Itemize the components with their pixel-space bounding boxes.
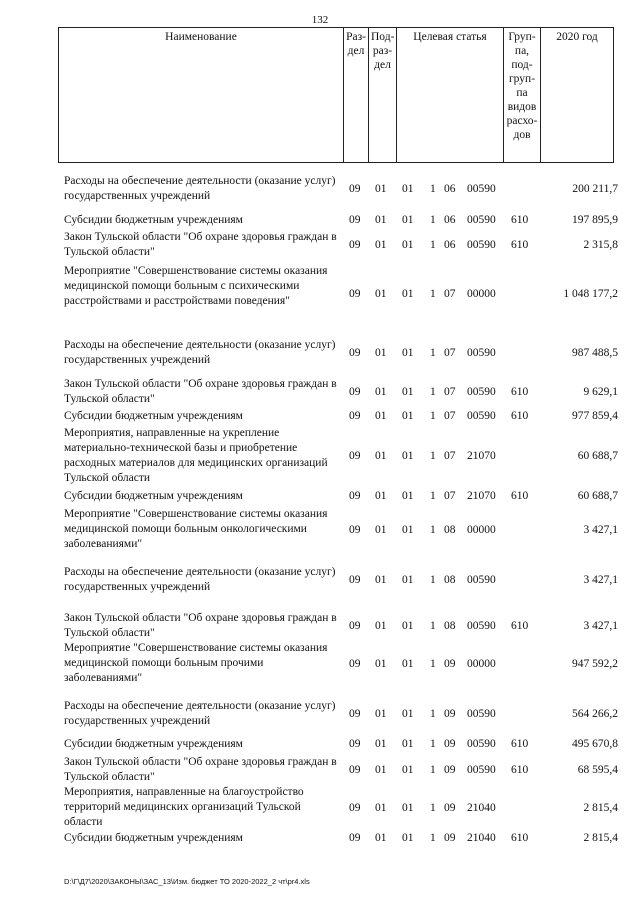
row-vid: 610 (511, 832, 529, 844)
row-vid: 610 (511, 490, 529, 502)
row-razdel: 09 (349, 764, 361, 776)
row-code4: 00590 (467, 214, 496, 226)
table-header (58, 27, 614, 163)
row-code3: 07 (444, 490, 456, 502)
row-amount: 2 815,4 (583, 832, 618, 844)
header-razdel: Раз- дел (344, 28, 369, 163)
row-code1: 01 (402, 802, 414, 814)
row-code2: 1 (430, 239, 436, 251)
row-amount: 2 315,8 (583, 239, 618, 251)
row-amount: 977 859,4 (572, 410, 618, 422)
row-code3: 06 (444, 239, 456, 251)
row-razdel: 09 (349, 802, 361, 814)
row-code4: 21070 (467, 450, 496, 462)
row-podrazdel: 01 (375, 708, 387, 720)
row-name: Мероприятие "Совершенствование системы оказания медицинской помощи больным онкологическими заболеваниями" (64, 508, 328, 550)
row-vid: 610 (511, 239, 529, 251)
row-razdel: 09 (349, 524, 361, 536)
header-podrazdel: Под- раз- дел (369, 28, 397, 163)
row-code3: 07 (444, 347, 456, 359)
row-code1: 01 (402, 738, 414, 750)
row-code3: 09 (444, 832, 456, 844)
row-podrazdel: 01 (375, 239, 387, 251)
row-podrazdel: 01 (375, 347, 387, 359)
row-name: Расходы на обеспечение деятельности (оказание услуг) государственных учреждений (64, 339, 336, 366)
row-amount: 987 488,5 (572, 347, 618, 359)
row-razdel: 09 (349, 347, 361, 359)
row-code3: 07 (444, 288, 456, 300)
row-amount: 1 048 177,2 (563, 288, 618, 300)
row-code3: 08 (444, 620, 456, 632)
row-name: Мероприятия, направленные на укрепление материально-технической базы и приобретение расходных материалов для медицинских организаций Тульской области (64, 427, 328, 484)
row-podrazdel: 01 (375, 386, 387, 398)
row-podrazdel: 01 (375, 802, 387, 814)
row-code4: 00590 (467, 347, 496, 359)
row-amount: 564 266,2 (572, 708, 618, 720)
row-podrazdel: 01 (375, 183, 387, 195)
row-amount: 60 688,7 (577, 450, 618, 462)
row-code4: 00590 (467, 386, 496, 398)
header-vid: Груп- па, под- груп- па видов расхо- дов (504, 28, 541, 163)
row-razdel: 09 (349, 386, 361, 398)
row-code2: 1 (430, 450, 436, 462)
row-code3: 06 (444, 214, 456, 226)
header-target: Целевая статья (397, 28, 504, 163)
row-razdel: 09 (349, 832, 361, 844)
row-code2: 1 (430, 658, 436, 670)
row-amount: 197 895,9 (572, 214, 618, 226)
row-code4: 00590 (467, 764, 496, 776)
row-code3: 09 (444, 708, 456, 720)
row-code2: 1 (430, 802, 436, 814)
row-code2: 1 (430, 574, 436, 586)
row-code1: 01 (402, 524, 414, 536)
row-code1: 01 (402, 620, 414, 632)
row-amount: 3 427,1 (583, 574, 618, 586)
row-code2: 1 (430, 832, 436, 844)
row-vid: 610 (511, 386, 529, 398)
row-name: Мероприятие "Совершенствование системы оказания медицинской помощи больным прочими заболеваниями" (64, 642, 328, 684)
row-name: Мероприятие "Совершенствование системы оказания медицинской помощи больным с психическими расстройствами и расстройствами поведения" (64, 265, 328, 307)
row-podrazdel: 01 (375, 410, 387, 422)
row-code3: 09 (444, 738, 456, 750)
row-code4: 00000 (467, 658, 496, 670)
row-amount: 3 427,1 (583, 524, 618, 536)
file-path-footer: D:\Г\Д7\2020\ЗАКОНЫ\ЗАС_13\Изм. бюджет ТО 2020-2022_2 чт\pr4.xls (64, 877, 310, 886)
row-razdel: 09 (349, 239, 361, 251)
row-code3: 08 (444, 524, 456, 536)
row-code2: 1 (430, 524, 436, 536)
row-code1: 01 (402, 658, 414, 670)
row-code2: 1 (430, 347, 436, 359)
row-code1: 01 (402, 347, 414, 359)
row-name: Закон Тульской области "Об охране здоровья граждан в Тульской области" (64, 231, 337, 258)
row-code4: 00590 (467, 738, 496, 750)
row-name: Расходы на обеспечение деятельности (оказание услуг) государственных учреждений (64, 566, 336, 593)
header-name: Наименование (59, 28, 344, 163)
row-code2: 1 (430, 288, 436, 300)
row-name: Мероприятия, направленные на благоустройство территорий медицинских организаций Тульской области (64, 786, 304, 828)
row-code3: 08 (444, 574, 456, 586)
row-code2: 1 (430, 708, 436, 720)
row-amount: 947 592,2 (572, 658, 618, 670)
row-code4: 00590 (467, 574, 496, 586)
row-code1: 01 (402, 832, 414, 844)
row-code3: 07 (444, 410, 456, 422)
row-code1: 01 (402, 214, 414, 226)
row-vid: 610 (511, 738, 529, 750)
row-code3: 09 (444, 802, 456, 814)
row-code2: 1 (430, 490, 436, 502)
row-code2: 1 (430, 183, 436, 195)
row-code1: 01 (402, 386, 414, 398)
row-vid: 610 (511, 620, 529, 632)
row-code1: 01 (402, 450, 414, 462)
row-code4: 00590 (467, 183, 496, 195)
row-name: Субсидии бюджетным учреждениям (64, 832, 243, 844)
row-code1: 01 (402, 410, 414, 422)
row-code1: 01 (402, 288, 414, 300)
row-razdel: 09 (349, 490, 361, 502)
row-name: Субсидии бюджетным учреждениям (64, 214, 243, 226)
row-razdel: 09 (349, 288, 361, 300)
row-amount: 9 629,1 (583, 386, 618, 398)
row-code1: 01 (402, 239, 414, 251)
row-code4: 21040 (467, 802, 496, 814)
row-code4: 00590 (467, 708, 496, 720)
row-podrazdel: 01 (375, 658, 387, 670)
row-razdel: 09 (349, 410, 361, 422)
row-name: Расходы на обеспечение деятельности (оказание услуг) государственных учреждений (64, 700, 336, 727)
row-code1: 01 (402, 490, 414, 502)
row-podrazdel: 01 (375, 764, 387, 776)
row-code3: 07 (444, 450, 456, 462)
row-name: Закон Тульской области "Об охране здоровья граждан в Тульской области" (64, 756, 337, 783)
row-amount: 2 815,4 (583, 802, 618, 814)
row-name: Расходы на обеспечение деятельности (оказание услуг) государственных учреждений (64, 175, 336, 202)
row-code1: 01 (402, 183, 414, 195)
row-code4: 00590 (467, 239, 496, 251)
row-name: Закон Тульской области "Об охране здоровья граждан в Тульской области" (64, 378, 337, 405)
row-code2: 1 (430, 386, 436, 398)
row-name: Субсидии бюджетным учреждениям (64, 410, 243, 422)
row-code4: 00590 (467, 410, 496, 422)
row-code2: 1 (430, 620, 436, 632)
row-podrazdel: 01 (375, 450, 387, 462)
row-razdel: 09 (349, 708, 361, 720)
row-amount: 495 670,8 (572, 738, 618, 750)
header-year: 2020 год (541, 28, 614, 163)
row-razdel: 09 (349, 658, 361, 670)
row-amount: 3 427,1 (583, 620, 618, 632)
row-code4: 21040 (467, 832, 496, 844)
row-podrazdel: 01 (375, 288, 387, 300)
page-number: 132 (311, 14, 329, 26)
row-razdel: 09 (349, 738, 361, 750)
row-podrazdel: 01 (375, 574, 387, 586)
row-vid: 610 (511, 410, 529, 422)
row-name: Закон Тульской области "Об охране здоровья граждан в Тульской области" (64, 612, 337, 639)
row-podrazdel: 01 (375, 620, 387, 632)
row-podrazdel: 01 (375, 524, 387, 536)
row-code3: 06 (444, 183, 456, 195)
row-vid: 610 (511, 764, 529, 776)
row-amount: 60 688,7 (577, 490, 618, 502)
row-code1: 01 (402, 574, 414, 586)
row-code3: 09 (444, 658, 456, 670)
row-code4: 00000 (467, 288, 496, 300)
row-razdel: 09 (349, 574, 361, 586)
row-code1: 01 (402, 764, 414, 776)
row-name: Субсидии бюджетным учреждениям (64, 490, 243, 502)
row-podrazdel: 01 (375, 832, 387, 844)
row-code2: 1 (430, 214, 436, 226)
row-amount: 200 211,7 (572, 183, 618, 195)
row-podrazdel: 01 (375, 738, 387, 750)
row-code2: 1 (430, 738, 436, 750)
row-name: Субсидии бюджетным учреждениям (64, 738, 243, 750)
row-code4: 00590 (467, 620, 496, 632)
row-razdel: 09 (349, 183, 361, 195)
row-code3: 09 (444, 764, 456, 776)
row-vid: 610 (511, 214, 529, 226)
row-code1: 01 (402, 708, 414, 720)
row-code2: 1 (430, 764, 436, 776)
row-razdel: 09 (349, 620, 361, 632)
row-code4: 00000 (467, 524, 496, 536)
row-razdel: 09 (349, 450, 361, 462)
row-podrazdel: 01 (375, 214, 387, 226)
row-razdel: 09 (349, 214, 361, 226)
row-code2: 1 (430, 410, 436, 422)
row-code4: 21070 (467, 490, 496, 502)
row-code3: 07 (444, 386, 456, 398)
row-amount: 68 595,4 (577, 764, 618, 776)
row-podrazdel: 01 (375, 490, 387, 502)
